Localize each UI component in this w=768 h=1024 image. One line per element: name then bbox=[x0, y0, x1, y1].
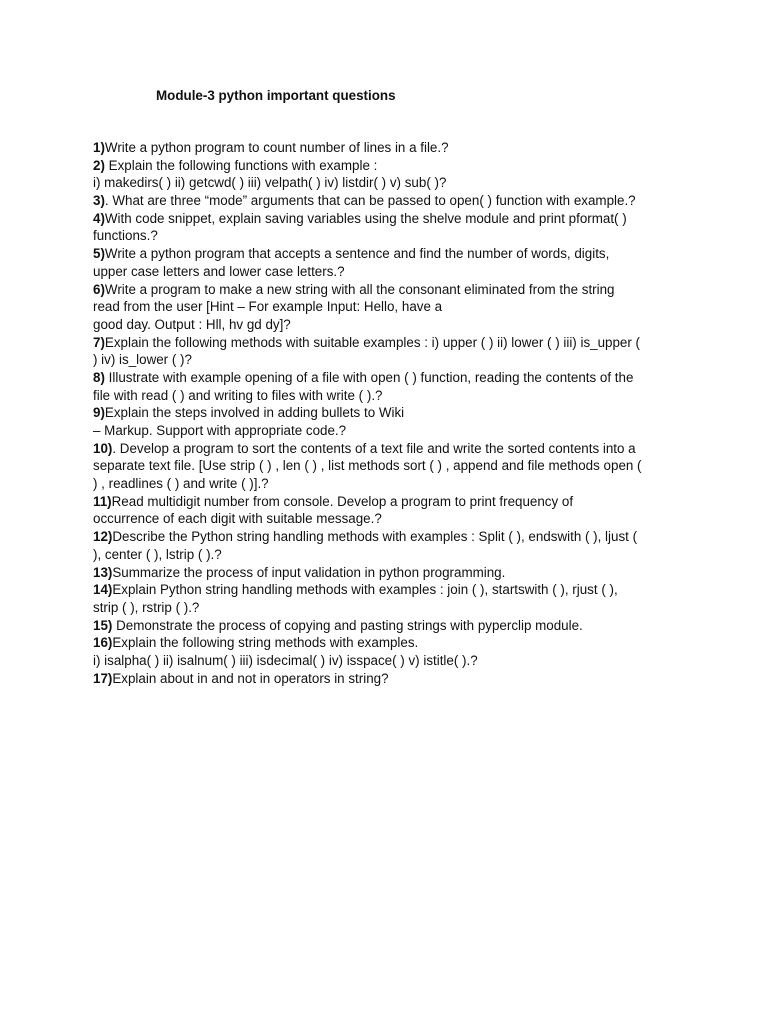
question-text: good day. Output : Hll, hv gd dy]? bbox=[93, 316, 291, 332]
question-text: ), center ( ), lstrip ( ).? bbox=[93, 546, 222, 562]
question-text: – Markup. Support with appropriate code.? bbox=[93, 423, 347, 438]
question-number: 17) bbox=[93, 670, 113, 686]
question-line bbox=[93, 617, 693, 635]
question-number: 13) bbox=[93, 564, 113, 580]
question-text: Explain the steps involved in adding bullets to Wiki bbox=[104, 405, 405, 421]
question-text: Explain Python string handling methods with examples : join ( ), startswith ( ), rjust ( ), bbox=[112, 582, 618, 598]
question-line bbox=[93, 192, 693, 210]
question-line bbox=[93, 404, 693, 422]
question-text: i) isalpha( ) ii) isalnum( ) iii) isdecimal( ) iv) isspace( ) v) istitle( ).? bbox=[93, 652, 478, 668]
question-text: occurrence of each digit with suitable message.? bbox=[93, 511, 382, 527]
question-text: file with read ( ) and writing to files with write ( ).? bbox=[93, 387, 383, 403]
question-text: ) , readlines ( ) and write ( )].? bbox=[93, 476, 269, 492]
question-line bbox=[93, 316, 693, 334]
question-text: Explain the following string methods with examples. bbox=[112, 635, 419, 651]
question-line bbox=[93, 281, 693, 299]
question-text: strip ( ), rstrip ( ).? bbox=[93, 599, 200, 615]
question-text: Explain the following functions with example : bbox=[104, 157, 378, 173]
question-line bbox=[93, 564, 693, 582]
question-text: With code snippet, explain saving variables using the shelve module and print pformat( ) bbox=[104, 210, 627, 226]
question-text: Write a python program to count number of lines in a file.? bbox=[104, 140, 449, 155]
question-number: 7) bbox=[93, 334, 105, 350]
question-number: 1) bbox=[93, 140, 105, 155]
question-number: 6) bbox=[93, 281, 105, 297]
question-line bbox=[93, 263, 693, 281]
document-title: Module-3 python important questions bbox=[156, 88, 396, 103]
question-line bbox=[93, 157, 693, 175]
question-text: Illustrate with example opening of a file with open ( ) function, reading the contents of the bbox=[104, 369, 634, 385]
question-text: read from the user [Hint – For example Input: Hello, have a bbox=[93, 299, 443, 315]
question-text: ) iv) is_lower ( )? bbox=[93, 352, 192, 368]
question-text: Demonstrate the process of copying and pasting strings with pyperclip module. bbox=[112, 617, 583, 633]
question-number: 10) bbox=[93, 440, 113, 456]
question-line bbox=[93, 510, 693, 528]
question-list bbox=[93, 139, 693, 687]
question-line bbox=[93, 440, 693, 458]
question-number: 5) bbox=[93, 246, 105, 262]
question-text: i) makedirs( ) ii) getcwd( ) iii) velpath( ) iv) listdir( ) v) sub( )? bbox=[93, 175, 447, 191]
question-line bbox=[93, 634, 693, 652]
question-line bbox=[93, 210, 693, 228]
question-text: . Develop a program to sort the contents of a text file and write the sorted contents into a bbox=[112, 440, 636, 456]
question-text: Explain the following methods with suitable examples : i) upper ( ) ii) lower ( ) iii) is_upper ( bbox=[104, 334, 641, 350]
question-line bbox=[93, 174, 693, 192]
question-number: 2) bbox=[93, 157, 105, 173]
question-line bbox=[93, 422, 693, 440]
question-number: 4) bbox=[93, 210, 105, 226]
question-line bbox=[93, 581, 693, 599]
question-number: 9) bbox=[93, 405, 105, 421]
question-line bbox=[93, 387, 693, 405]
question-line bbox=[93, 245, 693, 263]
question-text: Describe the Python string handling methods with examples : Split ( ), endswith ( ), ljust ( bbox=[112, 529, 638, 545]
question-text: separate text file. [Use strip ( ) , len ( ) , list methods sort ( ) , append and file methods open ( bbox=[93, 458, 642, 474]
question-line bbox=[93, 599, 693, 617]
question-line bbox=[93, 351, 693, 369]
question-number: 8) bbox=[93, 369, 105, 385]
question-number: 12) bbox=[93, 529, 113, 545]
question-line bbox=[93, 334, 693, 352]
question-line bbox=[93, 475, 693, 493]
question-line bbox=[93, 670, 693, 688]
question-text: Write a program to make a new string with all the consonant eliminated from the string bbox=[104, 281, 615, 297]
question-text: Summarize the process of input validation in python programming. bbox=[112, 564, 506, 580]
question-number: 11) bbox=[93, 493, 112, 509]
question-line bbox=[93, 298, 693, 316]
question-text: upper case letters and lower case letters.? bbox=[93, 263, 345, 279]
question-line bbox=[93, 369, 693, 387]
question-line bbox=[93, 493, 693, 511]
question-number: 3) bbox=[93, 193, 105, 209]
question-number: 16) bbox=[93, 635, 113, 651]
question-line bbox=[93, 139, 693, 157]
question-number: 15) bbox=[93, 617, 113, 633]
question-text: functions.? bbox=[93, 228, 158, 244]
question-line bbox=[93, 546, 693, 564]
question-text: Write a python program that accepts a sentence and find the number of words, digits, bbox=[104, 246, 610, 262]
question-line bbox=[93, 652, 693, 670]
question-number: 14) bbox=[93, 582, 113, 598]
question-line bbox=[93, 528, 693, 546]
question-text: Read multidigit number from console. Develop a program to print frequency of bbox=[111, 493, 574, 509]
question-text: Explain about in and not in operators in string? bbox=[112, 670, 389, 686]
question-line bbox=[93, 457, 693, 475]
question-line bbox=[93, 227, 693, 245]
question-text: . What are three “mode” arguments that can be passed to open( ) function with example.? bbox=[104, 193, 636, 209]
